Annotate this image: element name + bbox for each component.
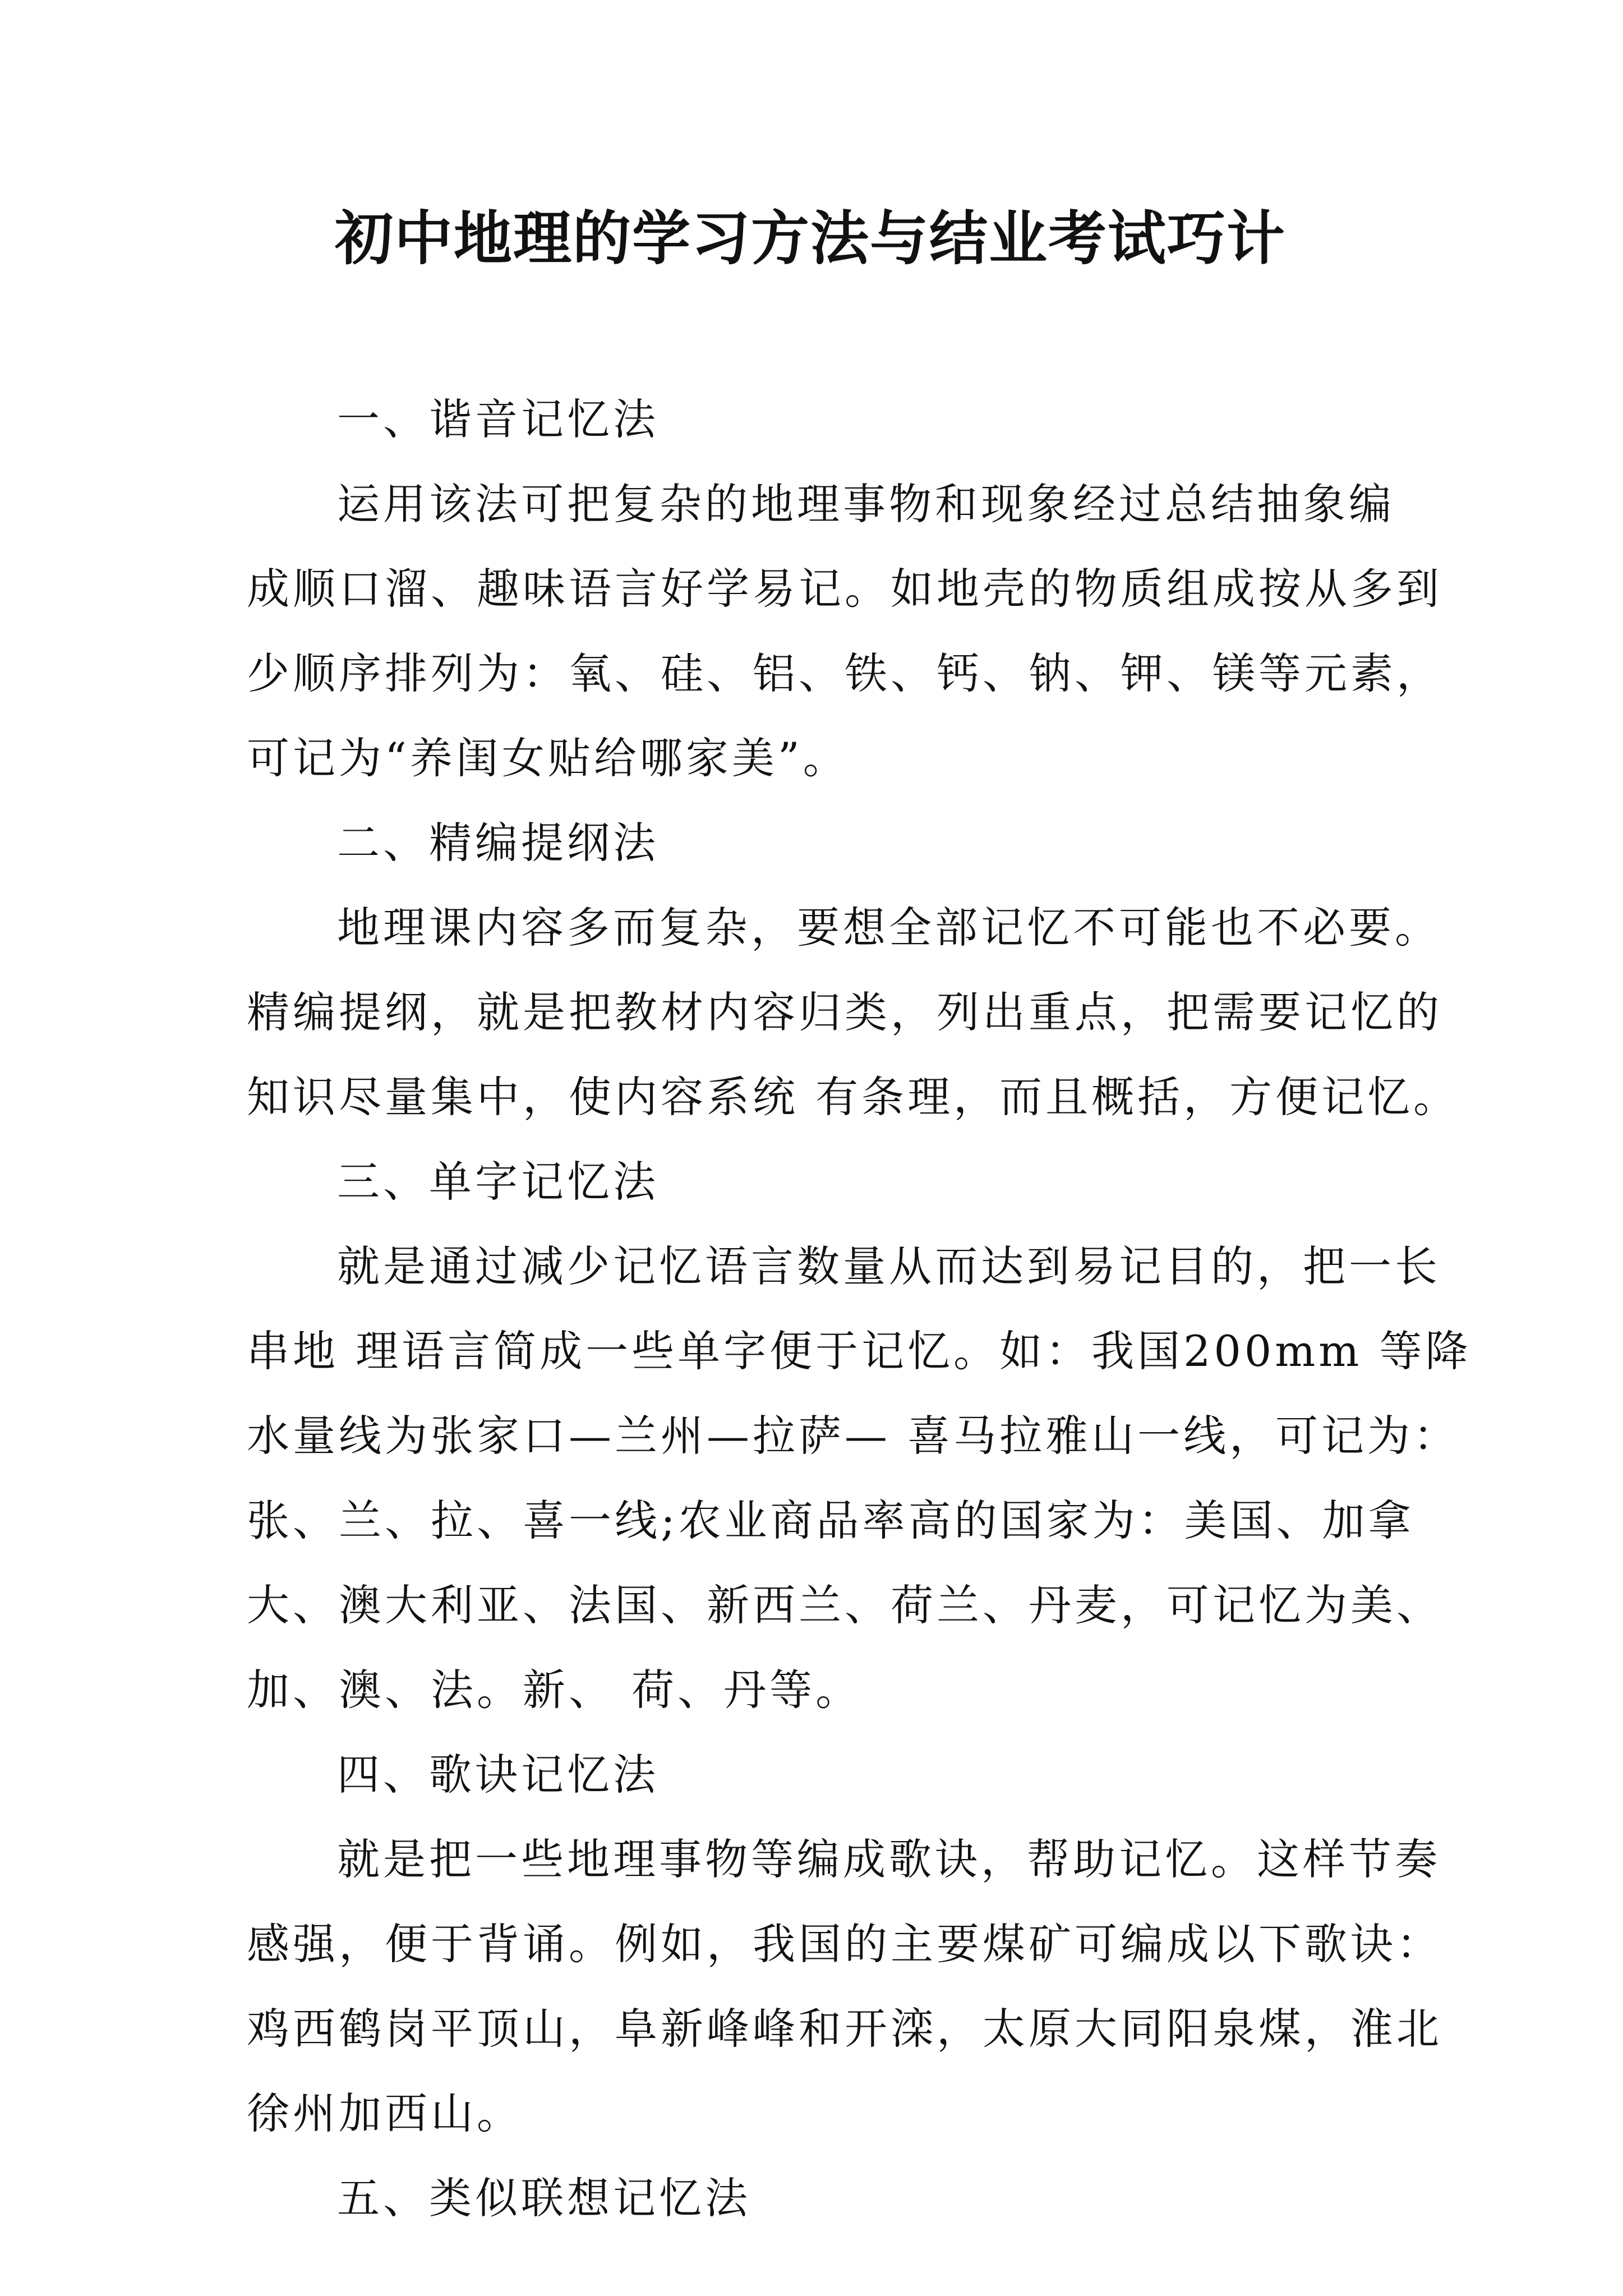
section-heading: 五、类似联想记忆法 bbox=[337, 2173, 751, 2223]
paragraph-line: 串地 理语言简成一些单字便于记忆。如：我国200mm 等降 bbox=[247, 1326, 1472, 1376]
paragraph-line: 鸡西鹤岗平顶山，阜新峰峰和开滦，太原大同阳泉煤，淮北 bbox=[247, 2004, 1442, 2054]
paragraph-line: 少顺序排列为：氧、硅、铝、铁、钙、钠、钾、镁等元素， bbox=[247, 648, 1442, 698]
paragraph-line: 大、澳大利亚、法国、新西兰、荷兰、丹麦，可记忆为美、 bbox=[247, 1580, 1442, 1630]
paragraph-line: 水量线为张家口—兰州—拉萨— 喜马拉雅山一线，可记为： bbox=[247, 1411, 1460, 1461]
paragraph-line: 地理课内容多而复杂，要想全部记忆不可能也不必要。 bbox=[337, 903, 1441, 953]
section-heading: 四、歌诀记忆法 bbox=[337, 1750, 659, 1800]
paragraph-line: 就是把一些地理事物等编成歌诀，帮助记忆。这样节奏 bbox=[337, 1834, 1441, 1884]
paragraph-line: 加、澳、法。新、 荷、丹等。 bbox=[247, 1665, 862, 1715]
section-heading: 三、单字记忆法 bbox=[337, 1157, 659, 1207]
paragraph-line: 可记为“养闺女贴给哪家美”。 bbox=[247, 733, 849, 783]
paragraph-line: 就是通过减少记忆语言数量从而达到易记目的，把一长 bbox=[337, 1241, 1441, 1291]
paragraph-line: 成顺口溜、趣味语言好学易记。如地壳的物质组成按从多到 bbox=[247, 564, 1442, 614]
paragraph-line: 精编提纲，就是把教材内容归类，列出重点，把需要记忆的 bbox=[247, 987, 1442, 1037]
paragraph-line: 知识尽量集中，使内容系统 有条理，而且概括，方便记忆。 bbox=[247, 1072, 1460, 1122]
paragraph-line: 张、兰、拉、喜一线;农业商品率高的国家为：美国、加拿 bbox=[247, 1496, 1414, 1545]
paragraph-line: 感强，便于背诵。例如，我国的主要煤矿可编成以下歌诀： bbox=[247, 1919, 1442, 1969]
document-title: 初中地理的学习方法与结业考试巧计 bbox=[334, 204, 1286, 273]
section-heading: 二、精编提纲法 bbox=[337, 818, 659, 868]
document-body bbox=[247, 377, 1472, 2240]
section-heading: 一、谐音记忆法 bbox=[337, 394, 659, 444]
paragraph-line: 运用该法可把复杂的地理事物和现象经过总结抽象编 bbox=[337, 479, 1395, 529]
paragraph-line: 徐州加西山。 bbox=[247, 2088, 523, 2138]
